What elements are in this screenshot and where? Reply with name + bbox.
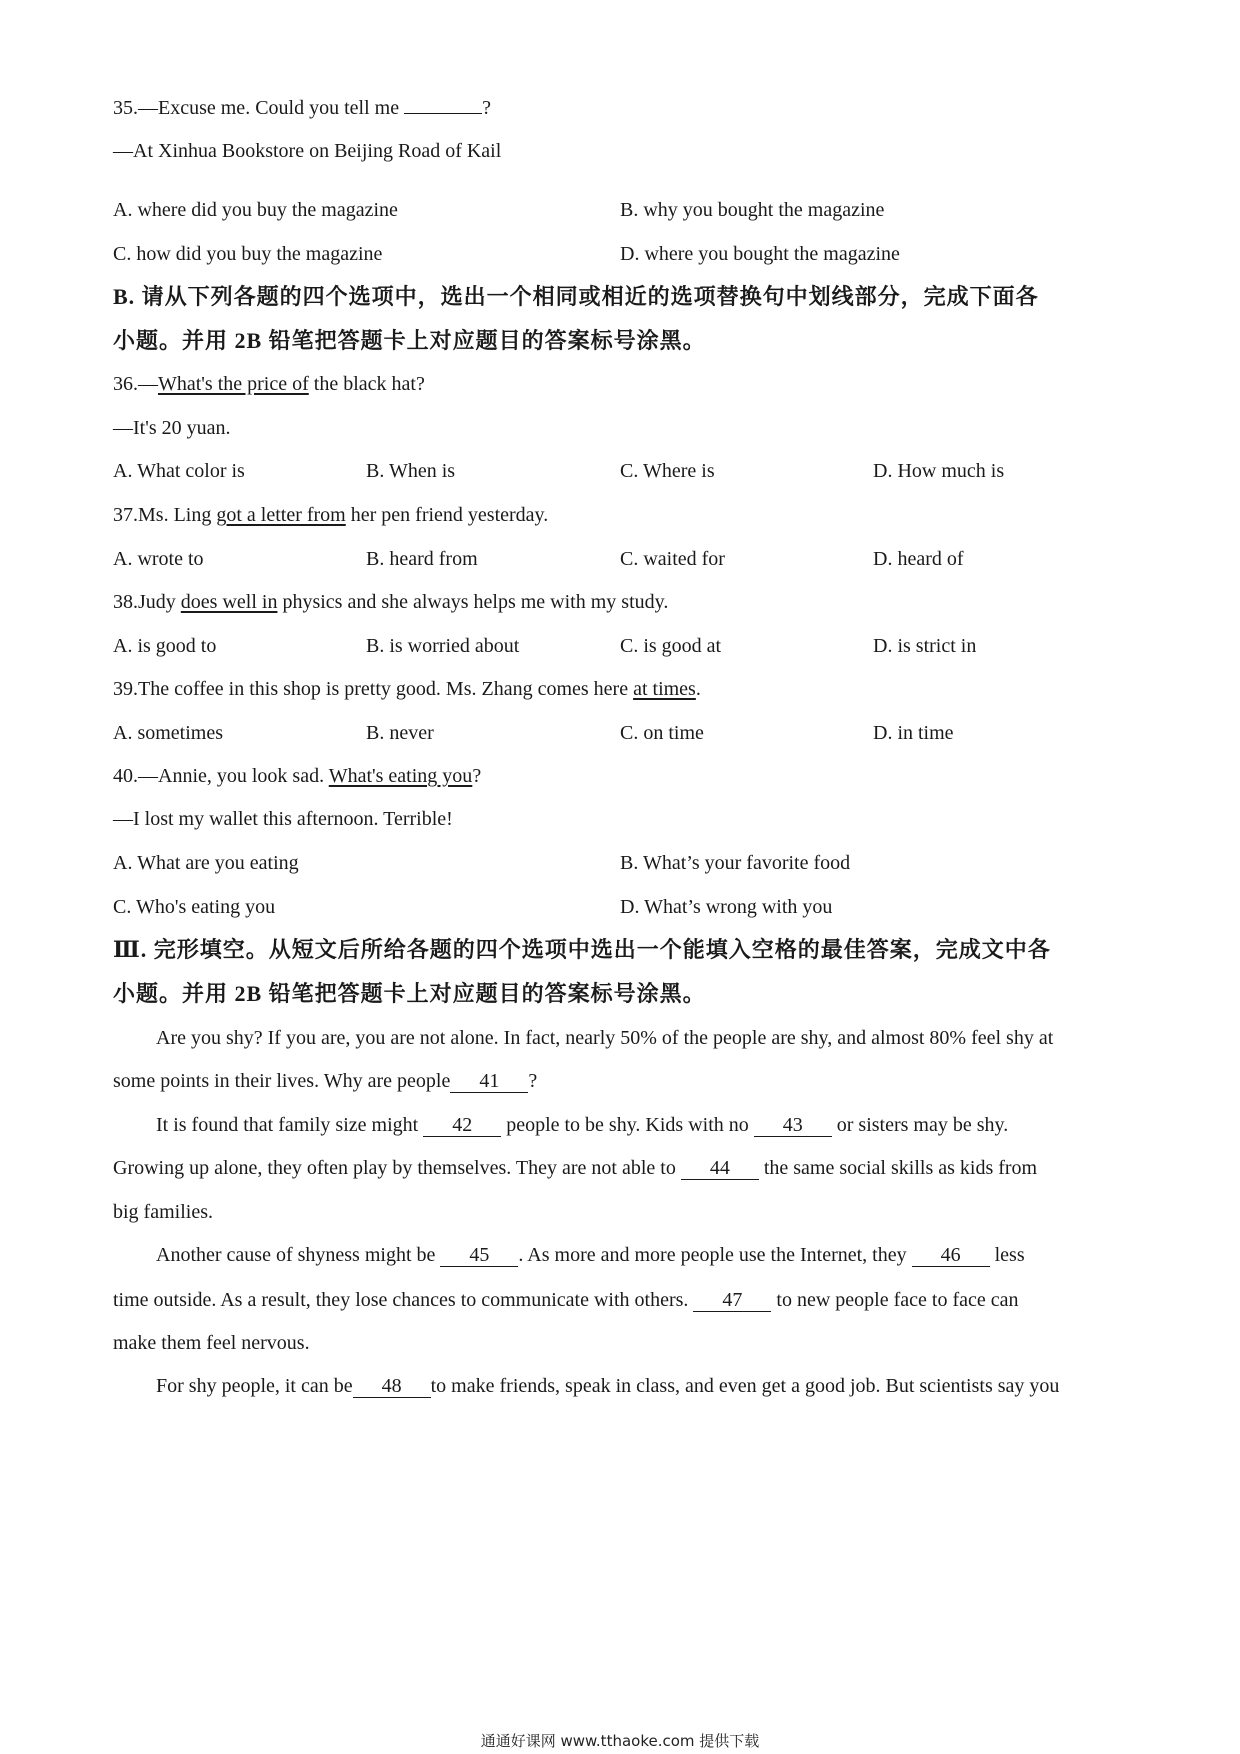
blank-42: 42 <box>423 1114 501 1137</box>
q35-reply: —At Xinhua Bookstore on Beijing Road of Kail <box>113 140 502 162</box>
passage-p1-line1: Are you shy? If you are, you are not alone. In fact, nearly 50% of the people are shy, and almost 80% feel shy at <box>156 1027 1054 1049</box>
blank-44: 44 <box>681 1157 759 1180</box>
q37-underlined: got a letter from <box>216 504 346 526</box>
q38-option-c: C. is good at <box>620 635 722 657</box>
page-footer: 通通好课网 www.tthaoke.com 提供下载 <box>480 1732 760 1750</box>
q39-option-a: A. sometimes <box>113 722 223 744</box>
section-iii-heading-line1: Ⅲ. 完形填空。从短文后所给各题的四个选项中选出一个能填入空格的最佳答案，完成文中各 <box>113 937 1051 962</box>
q35-option-d: D. where you bought the magazine <box>620 243 900 265</box>
q36-underlined: What's the price of <box>158 373 309 395</box>
q37-option-a: A. wrote to <box>113 548 204 570</box>
q40-underlined: What's eating you <box>328 765 473 787</box>
blank-45: 45 <box>440 1244 518 1267</box>
q35-option-c: C. how did you buy the magazine <box>113 243 383 265</box>
q39-prompt: 39.The coffee in this shop is pretty good. Ms. Zhang comes here at times. <box>113 678 701 700</box>
q36-option-c: C. Where is <box>620 460 715 482</box>
passage-p3-line2: time outside. As a result, they lose chances to communicate with others. 47 to new people face to face can <box>113 1289 1019 1311</box>
passage-p3-line1: Another cause of shyness might be 45 . As more and more people use the Internet, they 46 less <box>156 1244 1025 1266</box>
section-b-heading-line2: 小题。并用 2B 铅笔把答题卡上对应题目的答案标号涂黑。 <box>113 328 706 353</box>
q39-option-b: B. never <box>366 722 434 744</box>
q38-option-d: D. is strict in <box>873 635 977 657</box>
q39-option-c: C. on time <box>620 722 704 744</box>
passage-p2-line1: It is found that family size might 42 people to be shy. Kids with no 43 or sisters may be shy. <box>156 1114 1009 1136</box>
q35-option-a: A. where did you buy the magazine <box>113 199 398 221</box>
blank-48: 48 <box>353 1375 431 1398</box>
q35-prompt: 35.—Excuse me. Could you tell me ? <box>113 97 491 119</box>
blank-43: 43 <box>754 1114 832 1137</box>
q40-option-a: A. What are you eating <box>113 852 299 874</box>
passage-p3-line3: make them feel nervous. <box>113 1332 310 1354</box>
blank-47: 47 <box>693 1289 771 1312</box>
q37-prompt: 37.Ms. Ling got a letter from her pen friend yesterday. <box>113 504 549 526</box>
q39-underlined: at times <box>633 678 696 700</box>
q35-option-b: B. why you bought the magazine <box>620 199 885 221</box>
q36-reply: —It's 20 yuan. <box>113 417 231 439</box>
q37-option-b: B. heard from <box>366 548 478 570</box>
q38-prompt: 38.Judy does well in physics and she always helps me with my study. <box>113 591 669 613</box>
q38-option-b: B. is worried about <box>366 635 520 657</box>
q39-option-d: D. in time <box>873 722 954 744</box>
q36-prompt: 36.—What's the price of the black hat? <box>113 373 425 395</box>
q38-option-a: A. is good to <box>113 635 217 657</box>
q40-option-c: C. Who's eating you <box>113 896 276 918</box>
q36-option-d: D. How much is <box>873 460 1005 482</box>
q40-option-b: B. What’s your favorite food <box>620 852 851 874</box>
q40-prompt: 40.—Annie, you look sad. What's eating you? <box>113 765 482 787</box>
blank-41: 41 <box>450 1070 528 1093</box>
q40-reply: —I lost my wallet this afternoon. Terrible! <box>113 808 453 830</box>
q40-option-d: D. What’s wrong with you <box>620 896 833 918</box>
section-b-heading-line1: B. 请从下列各题的四个选项中，选出一个相同或相近的选项替换句中划线部分，完成下面各 <box>113 284 1039 309</box>
passage-p2-line3: big families. <box>113 1201 213 1223</box>
passage-p2-line2: Growing up alone, they often play by themselves. They are not able to 44 the same social skills as kids from <box>113 1157 1038 1179</box>
q38-underlined: does well in <box>180 591 278 613</box>
passage-p4-line1: For shy people, it can be 48 to make friends, speak in class, and even get a good job. But scientists say you <box>156 1375 1060 1397</box>
q36-option-a: A. What color is <box>113 460 245 482</box>
blank-46: 46 <box>912 1244 990 1267</box>
passage-p1-line2: some points in their lives. Why are people 41 ? <box>113 1070 538 1092</box>
q35-blank <box>404 113 482 114</box>
section-iii-heading-line2: 小题。并用 2B 铅笔把答题卡上对应题目的答案标号涂黑。 <box>113 981 706 1006</box>
q37-option-d: D. heard of <box>873 548 964 570</box>
q36-option-b: B. When is <box>366 460 456 482</box>
q37-option-c: C. waited for <box>620 548 725 570</box>
